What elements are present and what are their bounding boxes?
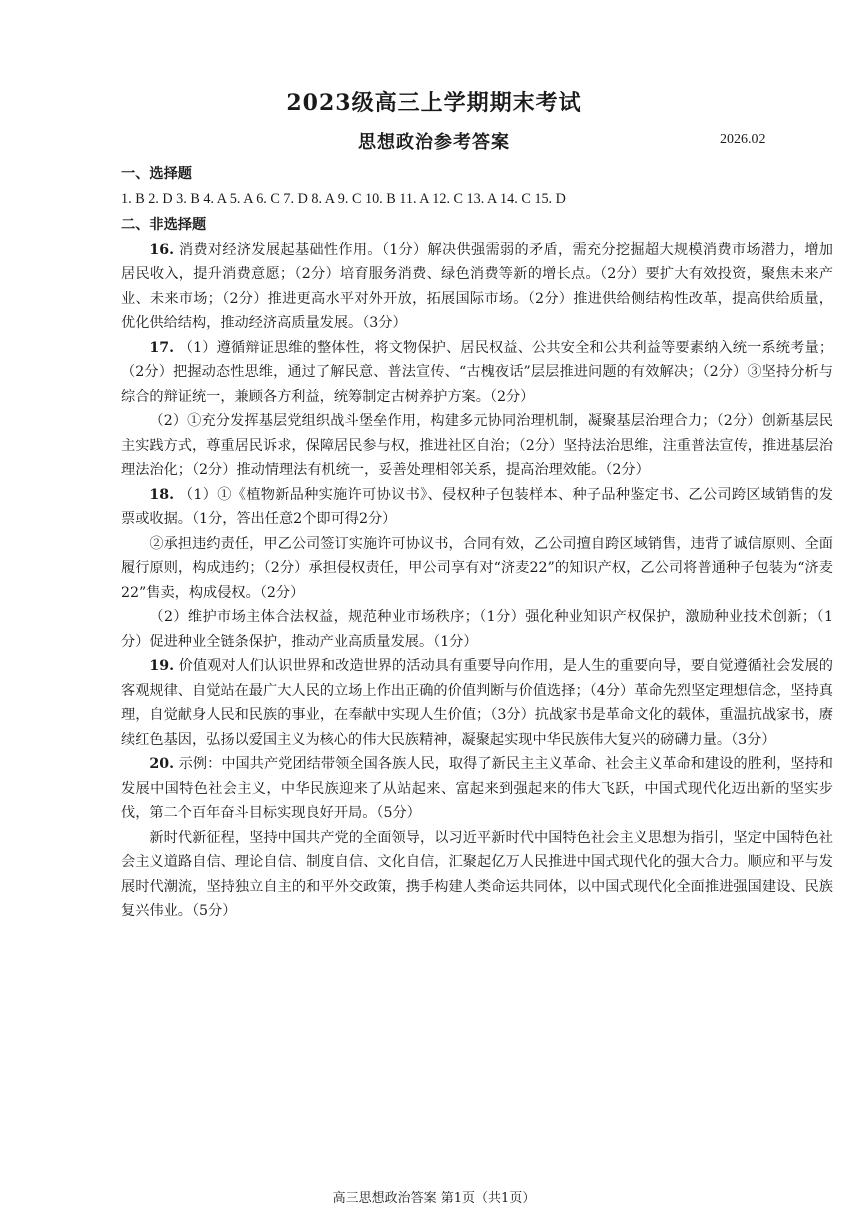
answer-body — [121, 160, 833, 924]
answer-text: （2）①充分发挥基层党组织战斗堡垒作用，构建多元协同治理机制，凝聚基层治理合力；（2分）创新基层民主实践方式，尊重居民诉求，保障居民参与权，推进社区自治；（2分）坚持法治思维，注重普法宣传，推进基层治理法治化；（2分）推动情理法有机统一，妥善处理相邻关系，提高治理效能。（2分） — [121, 413, 833, 478]
answer-text: 示例：中国共产党团结带领全国各族人民，取得了新民主主义革命、社会主义革命和建设的胜利，坚持和发展中国特色社会主义，中华民族迎来了从站起来、富起来到强起来的伟大飞跃，中国式现代化迈出新的坚实步伐，第二个百年奋斗目标实现良好开局。（5分） — [121, 756, 833, 821]
choice-answers: 1. B 2. D 3. B 4. A 5. A 6. C 7. D 8. A 9. C 10. B 11. A 12. C 13. A 14. C 15. D — [121, 190, 566, 207]
answer-text: （1）①《植物新品种实施许可协议书》、侵权种子包装样本、种子品种鉴定书、乙公司跨区域销售的发票或收据。（1分，答出任意2个即可得2分） — [121, 486, 833, 527]
question-18-part1 — [121, 483, 833, 532]
question-20-part2 — [121, 826, 833, 924]
question-number: 19. — [149, 658, 175, 674]
page-footer: 高三思想政治答案 第1页（共1页） — [332, 1191, 536, 1206]
question-17-part2 — [121, 409, 833, 483]
question-number: 20. — [149, 756, 175, 772]
question-number: 18. — [149, 486, 175, 503]
question-19 — [121, 654, 833, 752]
question-18-part1b — [121, 532, 833, 606]
answer-text: 消费对经济发展起基础性作用。（1分）解决供强需弱的矛盾，需充分挖掘超大规模消费市场潜力，增加居民收入，提升消费意愿；（2分）培育服务消费、绿色消费等新的增长点。（2分）要扩大有效投资，聚焦未来产业、未来市场；（2分）推进更高水平对外开放，拓展国际市场。（2分）推进供给侧结构性改革，提高供给质量，优化供给结构，推动经济高质量发展。（3分） — [121, 241, 833, 331]
answer-text: 新时代新征程，坚持中国共产党的全面领导，以习近平新时代中国特色社会主义思想为指引，坚定中国特色社会主义道路自信、理论自信、制度自信、文化自信，汇聚起亿万人民推进中国式现代化的强大合力。顺应和平与发展时代潮流，坚持独立自主的和平外交政策，携手构建人类命运共同体，以中国式现代化全面推进强国建设、民族复兴伟业。（5分） — [121, 829, 833, 919]
question-17-part1 — [121, 336, 833, 410]
question-18-part2 — [121, 605, 833, 654]
question-20-part1 — [121, 752, 833, 826]
question-number: 16. — [149, 241, 175, 258]
page-subtitle: 思想政治参考答案 — [358, 132, 510, 153]
question-number: 17. — [149, 339, 175, 356]
page-title: 2023级高三上学期期末考试 — [286, 90, 582, 116]
answer-text: （1）遵循辩证思维的整体性，将文物保护、居民权益、公共安全和公共利益等要素纳入统一系统考量；（2分）把握动态性思维，通过了解民意、普法宣传、“古槐夜话”层层推进问题的有效解决；（2分）③坚持分析与综合的辩证统一，兼顾各方利益，统筹制定古树养护方案。（2分） — [121, 339, 834, 405]
section-heading-choice: 一、选择题 — [121, 166, 192, 182]
answer-text: （2）维护市场主体合法权益，规范种业市场秩序；（1分）强化种业知识产权保护，激励种业技术创新；（1分）促进种业全链条保护，推动产业高质量发展。（1分） — [121, 609, 833, 650]
answer-text: ②承担违约责任，甲乙公司签订实施许可协议书，合同有效，乙公司擅自跨区域销售，违背了诚信原则、全面履行原则，构成违约；（2分）承担侵权责任，甲公司享有对“济麦22”的知识产权，乙公司将普通种子包装为“济麦22”售卖，构成侵权。（2分） — [121, 535, 833, 601]
exam-date: 2026.02 — [720, 132, 766, 147]
answer-text: 价值观对人们认识世界和改造世界的活动具有重要导向作用，是人生的重要向导，要自觉遵循社会发展的客观规律、自觉站在最广大人民的立场上作出正确的价值判断与价值选择；（4分）革命先烈坚定理想信念，坚持真理，自觉献身人民和民族的事业，在奉献中实现人生价值；（3分）抗战家书是革命文化的载体，重温抗战家书，赓续红色基因，弘扬以爱国主义为核心的伟大民族精神，凝聚起实现中华民族伟大复兴的磅礴力量。（3分） — [121, 658, 833, 748]
section-heading-nonchoice: 二、非选择题 — [121, 217, 207, 233]
question-16 — [121, 238, 833, 336]
